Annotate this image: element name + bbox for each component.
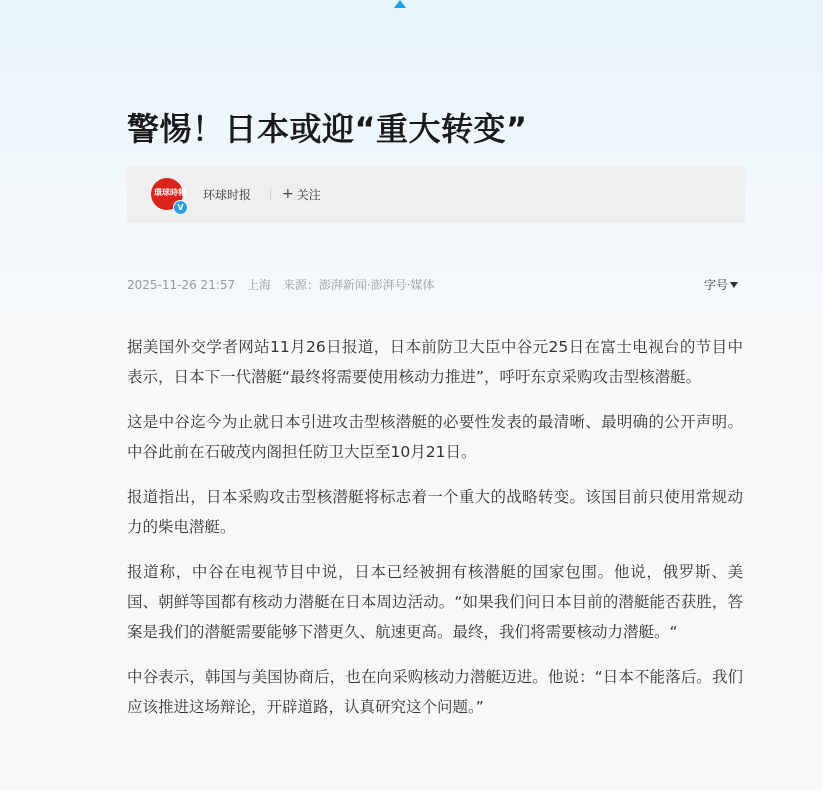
- avatar-logo: 環球時報: [154, 188, 186, 197]
- author-bar: [127, 166, 745, 223]
- follow-button[interactable]: [282, 184, 321, 204]
- triangle-down-icon: [730, 282, 738, 288]
- publish-location: 上海: [246, 278, 271, 292]
- article-body: [127, 332, 743, 737]
- publish-datetime: 2025-11-26 21:57: [127, 278, 236, 292]
- author-name[interactable]: 环球时报: [203, 188, 252, 202]
- article-source: 来源：澎湃新闻·澎湃号·媒体: [282, 278, 435, 292]
- verified-badge-icon: V: [173, 200, 188, 215]
- article-paragraph: 中谷表示，韩国与美国协商后，也在向采购核动力潜艇迈进。他说：“日本不能落后。我们应该推进这场辩论，开辟道路，认真研究这个问题。”: [127, 668, 743, 716]
- plus-icon: +: [282, 186, 294, 202]
- font-size-label: 字号: [704, 278, 729, 292]
- font-size-button[interactable]: [704, 276, 738, 293]
- avatar[interactable]: [151, 178, 186, 212]
- author-divider: [270, 189, 271, 201]
- article-paragraph: 这是中谷迄今为止就日本引进攻击型核潜艇的必要性发表的最清晰、最明确的公开声明。中谷此前在石破茂内阁担任防卫大臣至10月21日。: [127, 413, 743, 461]
- article-paragraph: 报道指出，日本采购攻击型核潜艇将标志着一个重大的战略转变。该国目前只使用常规动力的柴电潜艇。: [127, 488, 743, 536]
- article-paragraph: 据美国外交学者网站11月26日报道，日本前防卫大臣中谷元25日在富士电视台的节目中表示，日本下一代潜艇“最终将需要使用核动力推进”，呼吁东京采购攻击型核潜艇。: [127, 338, 743, 386]
- article-title: 警惕！日本或迎“重大转变”: [127, 110, 528, 148]
- article-meta: [127, 276, 442, 293]
- follow-label: 关注: [296, 187, 321, 202]
- article-paragraph: 报道称，中谷在电视节目中说，日本已经被拥有核潜艇的国家包围。他说，俄罗斯、美国、朝鲜等国都有核动力潜艇在日本周边活动。“如果我们问日本目前的潜艇能否获胜，答案是我们的潜艇需要能够下潜更久、航速更高。最终，我们将需要核动力潜艇。“: [127, 563, 743, 641]
- scroll-top-arrow-icon[interactable]: [394, 0, 406, 8]
